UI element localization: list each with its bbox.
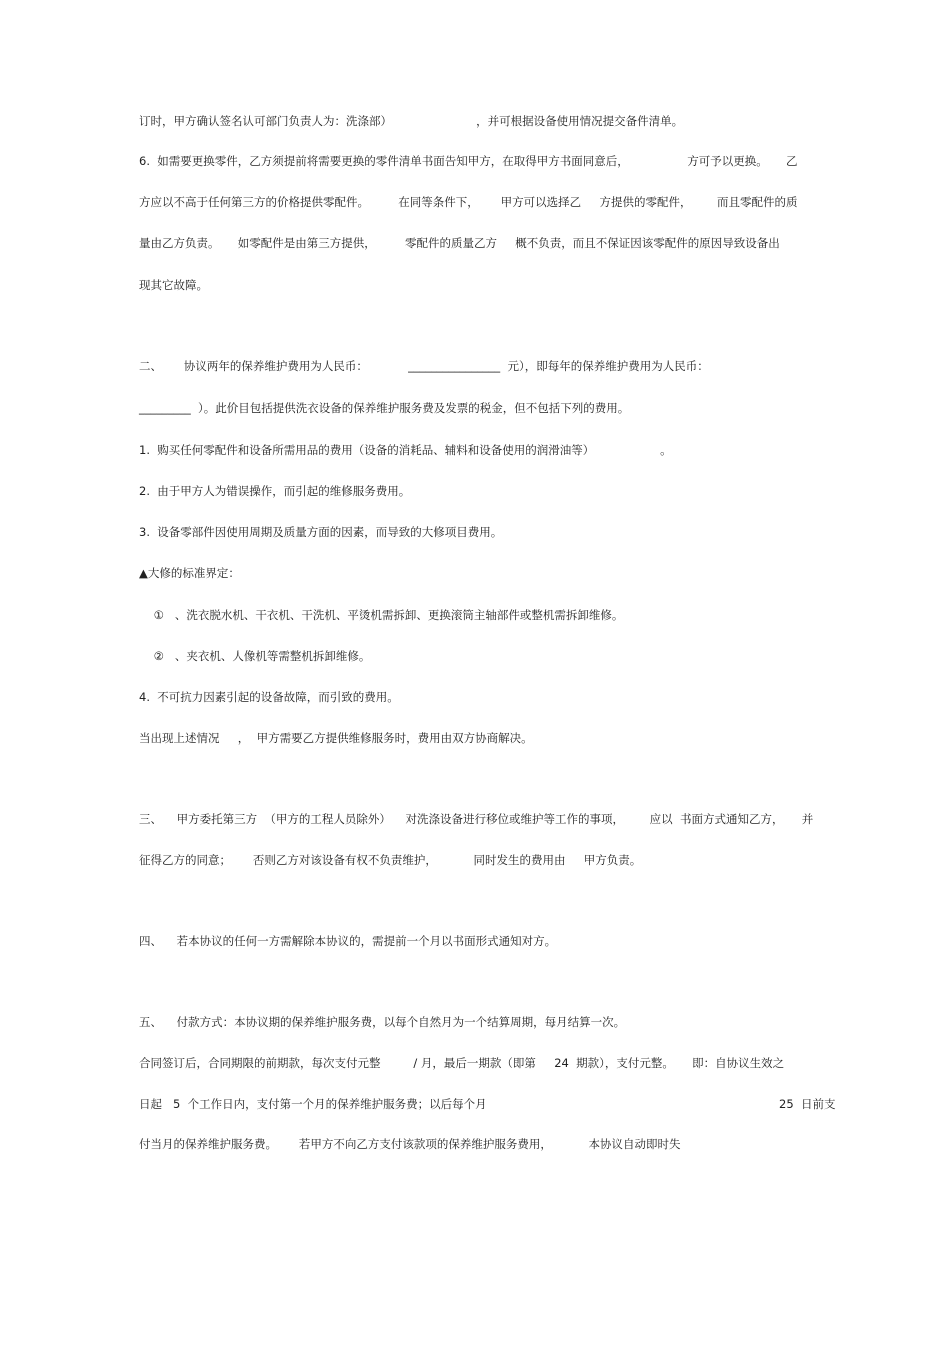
text-line: 当出现上述情况 ， 甲方需要乙方提供维修服务时，费用由双方协商解决。: [139, 731, 533, 745]
text-line: 现其它故障。: [139, 278, 208, 292]
text-line: 日起 5 个工作日内，支付第一个月的保养维护服务费；以后每个月 25 日前支: [139, 1097, 836, 1111]
text-line: ① 、洗衣脱水机、干衣机、干洗机、平烫机需拆卸、更换滚筒主轴部件或整机需拆卸维修。: [139, 608, 624, 622]
text-line: _________ ）。此价目包括提供洗衣设备的保养维护服务费及发票的税金，但不包括下列的费用。: [139, 401, 630, 415]
text-line: ▲大修的标准界定：: [139, 566, 240, 580]
text-line: 征得乙方的同意； 否则乙方对该设备有权不负责维护， 同时发生的费用由 甲方负责。: [139, 853, 642, 867]
text-line: 五、 付款方式：本协议期的保养维护服务费，以每个自然月为一个结算周期，每月结算一次。: [139, 1015, 626, 1029]
text-line: 6. 如需要更换零件，乙方须提前将需要更换的零件清单书面告知甲方，在取得甲方书面同意后， 方可予以更换。 乙: [139, 154, 798, 168]
text-line: 订时，甲方确认签名认可部门负责人为：洗涤部） ，并可根据设备使用情况提交备件清单。: [139, 114, 684, 128]
text-line: 合同签订后，合同期限的前期款，每次支付元整 / 月，最后一期款（即第 24 期款），支付元整。 即：自协议生效之: [139, 1056, 785, 1070]
text-line: 二、 协议两年的保养维护费用为人民币： ________________ 元），即每年的保养维护费用为人民币：: [139, 359, 709, 373]
text-line: 三、 甲方委托第三方 （甲方的工程人员除外） 对洗涤设备进行移位或维护等工作的事项， 应以 书面方式通知乙方， 并: [139, 812, 814, 826]
text-line: 4. 不可抗力因素引起的设备故障，而引致的费用。: [139, 690, 399, 704]
text-line: 四、 若本协议的任何一方需解除本协议的，需提前一个月以书面形式通知对方。: [139, 934, 557, 948]
text-line: 1. 购买任何零配件和设备所需用品的费用（设备的消耗品、辅料和设备使用的润滑油等） 。: [139, 443, 672, 457]
text-line: 付当月的保养维护服务费。 若甲方不向乙方支付该款项的保养维护服务费用， 本协议自动即时失: [139, 1137, 681, 1151]
text-line: 量由乙方负责。 如零配件是由第三方提供， 零配件的质量乙方 概不负责，而且不保证因该零配件的原因导致设备出: [139, 236, 780, 250]
text-line: 方应以不高于任何第三方的价格提供零配件。 在同等条件下， 甲方可以选择乙 方提供的零配件， 而且零配件的质: [139, 195, 798, 209]
text-line: 2. 由于甲方人为错误操作，而引起的维修服务费用。: [139, 484, 411, 498]
text-line: ② 、夹衣机、人像机等需整机拆卸维修。: [139, 649, 371, 663]
text-line: 3. 设备零部件因使用周期及质量方面的因素，而导致的大修项目费用。: [139, 525, 503, 539]
